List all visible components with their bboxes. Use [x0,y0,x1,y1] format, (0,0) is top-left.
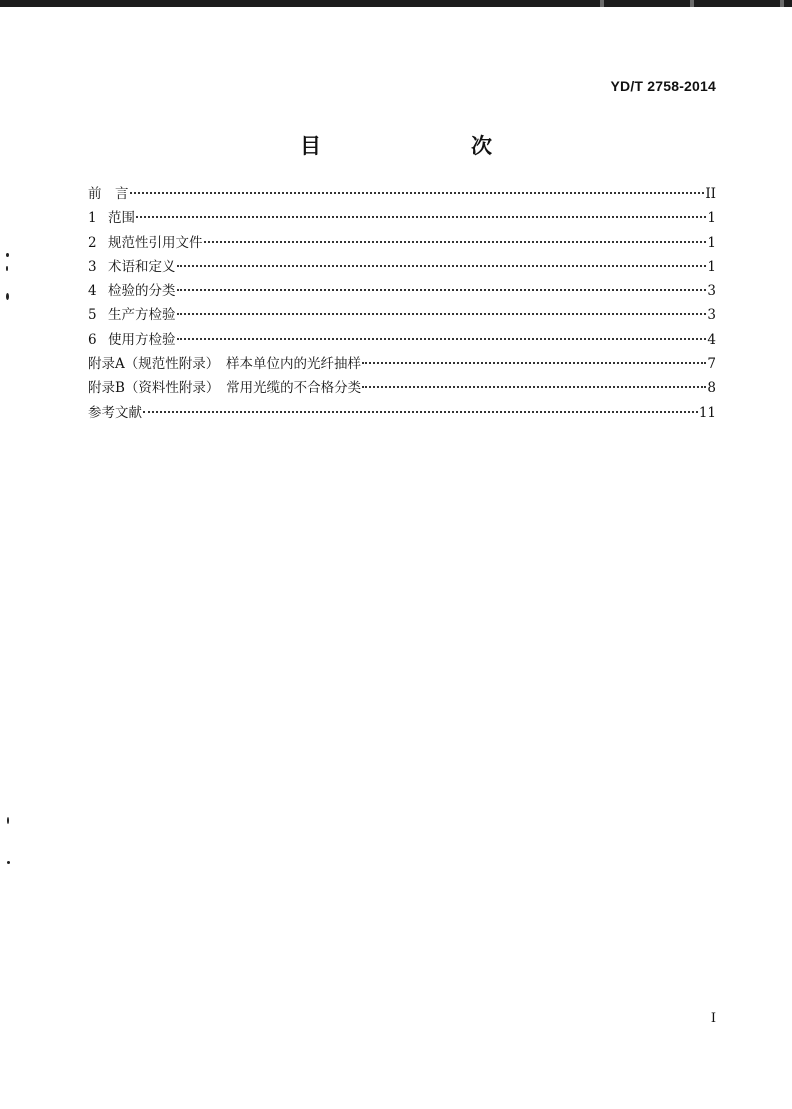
toc-entry-1[interactable] [88,206,716,230]
dot-leader [136,216,706,218]
toc-entry-appendix-b[interactable] [88,376,716,400]
toc-entry-label: 使用方检验 [108,331,176,348]
toc-entry-page: 1 [707,210,716,227]
toc-entry-label: 附录A（规范性附录） 样本单位内的光纤抽样 [88,356,361,373]
toc-entry-number: 1 [88,210,97,227]
toc-entry-page: 11 [698,404,716,421]
dot-leader [362,362,706,364]
toc-entry-label: 范围 [108,210,135,227]
toc-entry-page: 8 [707,380,716,397]
dot-leader [204,241,707,243]
toc-entry-number: 4 [88,283,97,300]
scan-speck [6,266,8,271]
dot-leader [362,386,706,388]
toc-entry-page: 1 [707,234,716,251]
toc-entry-page: 3 [707,283,716,300]
standard-code: YD/T 2758-2014 [610,78,716,94]
toc-entry-number: 3 [88,258,97,275]
scan-speck [6,253,9,257]
toc-entry-label: 前 言 [88,186,129,202]
toc-entry-label: 参考文献 [88,404,142,421]
toc-entry-3[interactable] [88,255,716,279]
dot-leader [177,289,707,291]
scan-speck [7,817,9,824]
page-number: I [710,1011,716,1026]
toc-entry-label: 生产方检验 [108,307,176,324]
toc-entry-page: 1 [707,258,716,275]
dot-leader [177,313,707,315]
toc-entry-5[interactable] [88,303,716,327]
toc-entry-page: 7 [707,356,716,373]
toc-entry-2[interactable] [88,231,716,255]
toc-entry-appendix-a[interactable] [88,352,716,376]
table-of-contents [88,182,716,425]
toc-entry-label: 术语和定义 [108,258,176,275]
toc-entry-number: 5 [88,307,97,324]
dot-leader [177,265,707,267]
page-title: 目 次 [300,134,528,158]
toc-entry-label: 检验的分类 [108,283,176,300]
toc-entry-6[interactable] [88,328,716,352]
toc-entry-page: 3 [707,307,716,324]
scan-edge-bar [0,0,792,7]
toc-entry-bibliography[interactable] [88,401,716,425]
scan-speck [6,293,9,300]
toc-entry-foreword[interactable] [88,182,716,206]
dot-leader [143,411,698,413]
toc-entry-label: 规范性引用文件 [108,234,203,251]
dot-leader [130,192,705,194]
scan-speck [7,861,10,864]
dot-leader [177,338,707,340]
toc-entry-number: 2 [88,234,97,251]
toc-entry-page: II [705,186,716,202]
toc-entry-4[interactable] [88,279,716,303]
toc-entry-page: 4 [707,331,716,348]
toc-entry-label: 附录B（资料性附录） 常用光缆的不合格分类 [88,380,362,397]
toc-entry-number: 6 [88,331,97,348]
